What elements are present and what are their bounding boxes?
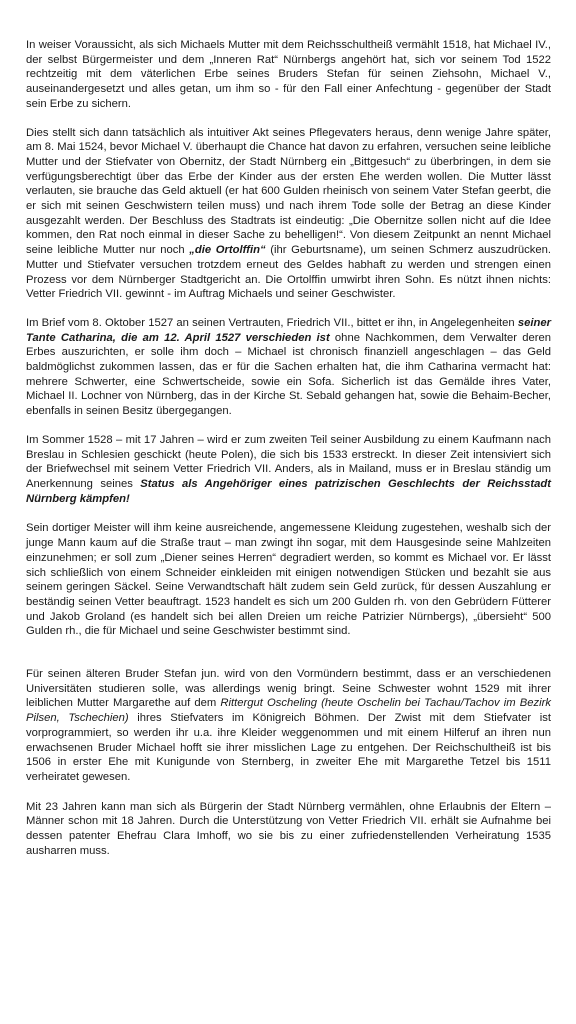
text-run: ohne Nachkommen, dem Verwalter deren Erbes auszurichten, er solle ihm doch – Michael ist chronisch finanziell angeschlagen – das Geld baldmöglichst zukommen lassen, das er für die Sachen erhalten hat, die ihm Catharina vermacht hat: mehrere Schwerter, eine Schwertscheide, sowie ein Sofa. Sicherlich ist das Gemälde ihres Vater, Michael II. Lochner von Nürnberg, das in der Kirche St. Sebald gehangen hat, sowie die Behaim-Becher, ebenfalls in seinen Besitz übergegangen. — [26, 331, 551, 418]
paragraph-letter-1527 — [26, 316, 551, 419]
text-run: Für seinen älteren Bruder Stefan jun. wird von den Vormündern bestimmt, dass er an verschiedenen Universitäten studieren solle, was allerdings wenig bringt. Seine Schwester wohnt 1529 mit ihrer leiblichen Mutter Margarethe auf dem — [26, 668, 551, 710]
paragraph-marriage-age — [26, 800, 551, 859]
italic-run: Rittergut Oscheling (heute Oschelin bei Tachau/Tachov im Bezirk Pilsen, Tschechien) — [26, 697, 551, 725]
paragraph-petition-1524 — [26, 126, 551, 302]
paragraph-breslau-1528 — [26, 433, 551, 507]
emphasis-run: seiner Tante Catharina, die am 12. April 1527 verschieden ist — [26, 316, 551, 344]
text-run: In weiser Voraussicht, als sich Michaels Mutter mit dem Reichsschultheiß vermählt 1518, hat Michael IV., der selbst Bürgermeister und dem „Inneren Rat“ Nürnbergs angehört hat, sich vor seinem Tod 1522 rechtzeitig mit dem väterlichen Erbe seines Bruders Stefan für seinen Ziehsohn, Michael V., auseinandergesetzt und alles getan, um ihm so - für den Fall einer Anfechtung - gegenüber der Stadt sein Erbe zu sichern. — [26, 39, 551, 110]
emphasis-run: Status als Angehöriger eines patrizischen Geschlechts der Reichsstadt Nürnberg kämpfen! — [26, 477, 551, 505]
text-run: Im Sommer 1528 – mit 17 Jahren – wird er zum zweiten Teil seiner Ausbildung zu einem Kaufmann nach Breslau in Schlesien geschickt (heute Polen), die sich bis 1533 erstreckt. In dieser Zeit intensiviert sich der Briefwechsel mit seinem Vetter Friedrich VII. Anders, als in Mailand, muss er in Breslau ständig um Anerkennung seines — [26, 433, 551, 490]
paragraph-brother-sister — [26, 667, 551, 785]
text-run: ihres Stiefvaters im Königreich Böhmen. Der Zwist mit dem Stiefvater ist vorprogrammiert, so werden ihr u.a. ihre Kleider weggenommen und mit einem Hilferuf an ihren nun erwachsenen Bruder Michael hofft sie ihrer misslichen Lage zu entgehen. Der Reichschultheiß ist bis 1506 in erster Ehe mit Kunigunde von Sternberg, in zweiter Ehe mit Margarethe Tetzel bis 1511 verheiratet gewesen. — [26, 712, 551, 783]
text-run: Im Brief vom 8. Oktober 1527 an seinen Vertrauten, Friedrich VII., bittet er ihn, in Angelegenheiten — [26, 316, 518, 329]
text-run: Dies stellt sich dann tatsächlich als intuitiver Akt seines Pflegevaters heraus, denn wenige Jahre später, am 8. Mai 1524, bevor Michael V. überhaupt die Chance hat davon zu erfahren, versuchen seine leibliche Mutter und der Stiefvater von Obernitz, der Stadt Nürnberg ein „Bittgesuch“ zu überbringen, in dem sie verfügungsberechtigt über das Erbe der Kinder aus der ersten Ehe werden wollen. Die Mutter lässt verlauten, sie brauche das Geld aktuell (er hat 600 Gulden rheinisch von seinem Vater Stefan geerbt, die er sich mit seinen Geschwistern teilen muss) und nach ihrem Tode solle der Betrag an diese Kinder ausgezahlt werden. Der Beschluss des Stadtrats ist eindeutig: „Die Obernitze sollen nicht auf die Idee kommen, den Rat noch einmal in dieser Sache zu behelligen!“. Von diesem Zeitpunkt an nennt Michael seine leibliche Mutter nur noch — [26, 126, 551, 257]
document-page — [26, 38, 551, 858]
paragraph-inheritance-foresight — [26, 38, 551, 112]
text-run: (ihr Geburtsname), um seinen Schmerz auszudrücken. Mutter und Stiefvater versuchen trotzdem erneut des Geldes habhaft zu werden und strengen einen Prozess vor dem Nürnberger Stadtgericht an. Die Ortolffin umwirbt ihren Sohn. Es nützt ihnen nichts: Vetter Friedrich VII. gewinnt - im Auftrag Michaels und seiner Geschwister. — [26, 244, 551, 301]
text-run: Mit 23 Jahren kann man sich als Bürgerin der Stadt Nürnberg vermählen, ohne Erlaubnis der Eltern – Männer schon mit 18 Jahren. Durch die Unterstützung von Vetter Friedrich VII. erhält sie Aufnahme bei dessen patenter Ehefrau Clara Imhoff, wo sie bis zu einer zufriedenstellenden Verheiratung 1535 ausharren muss. — [26, 800, 551, 857]
paragraph-master-clothing — [26, 521, 551, 639]
text-run: Sein dortiger Meister will ihm keine ausreichende, angemessene Kleidung zugestehen, weshalb sich der junge Mann kaum auf die Straße traut – man zwingt ihn sogar, mit dem Hausgesinde seine Mahlzeiten einzunehmen; er soll zum „Diener seines Herren“ degradiert werden, so kommt es Michael vor. Er lässt sich schließlich von einem Schneider einkleiden mit einigen notwendigen Stücken und bezahlt sie aus seinem geringen Säckel. Seine Verwandtschaft hält zudem sein Geld zurück, für dessen Auszahlung er beständig seinen Vetter beauftragt. 1523 handelt es sich um 200 Gulden rh. von den Gebrüdern Fütterer und Jakob Groland (es handelt sich bei allen Dreien um reiche Patrizier Nürnbergs), „übersieht“ 500 Gulden rh., die für Michael und seine Geschwister bestimmt sind. — [26, 522, 551, 638]
emphasis-run: „die Ortolffin“ — [189, 244, 266, 257]
